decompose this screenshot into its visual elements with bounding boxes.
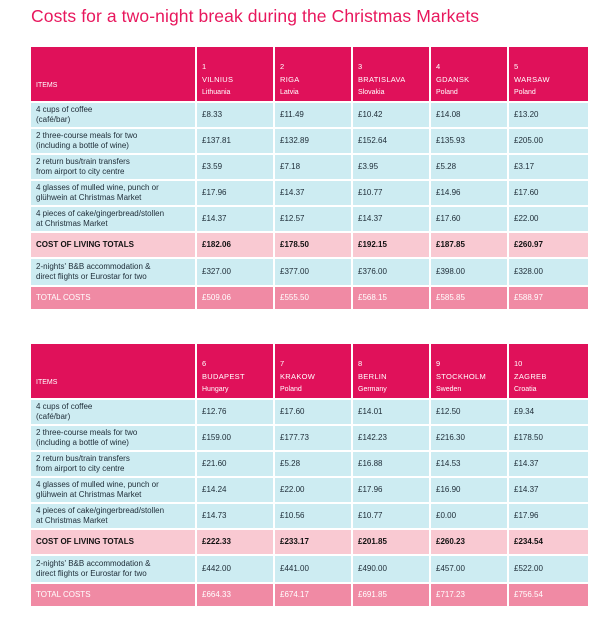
cost-value: £756.54 (509, 584, 588, 608)
cost-value: £16.90 (431, 478, 509, 504)
country-name: Poland (280, 386, 302, 393)
cost-value: £21.60 (197, 452, 275, 478)
country-name: Hungary (202, 386, 229, 393)
cost-value: £674.17 (275, 584, 353, 608)
item-label (31, 259, 197, 287)
country-name: Lithuania (202, 89, 231, 96)
cost-value: £12.76 (197, 400, 275, 426)
item-label-line: 2 three-course meals for two (36, 131, 138, 140)
city-name: VILNIUS (202, 75, 234, 84)
item-label (31, 181, 197, 207)
city-number: 7 (280, 359, 285, 368)
item-label-line: 2-nights' B&B accommodation & (36, 559, 151, 568)
cost-value: £14.37 (197, 207, 275, 233)
city-name: BRATISLAVA (358, 75, 406, 84)
item-label (31, 103, 197, 129)
total-costs-row (31, 287, 588, 311)
cost-value: £17.96 (197, 181, 275, 207)
item-label-line: direct flights or Eurostar for two (36, 569, 147, 578)
city-name: STOCKHOLM (436, 372, 487, 381)
cost-value: £187.85 (431, 233, 509, 259)
cost-value: £522.00 (509, 556, 588, 584)
city-header (275, 344, 353, 400)
cost-value: £178.50 (275, 233, 353, 259)
cost-value: £216.30 (431, 426, 509, 452)
item-label-line: 2-nights' B&B accommodation & (36, 262, 151, 271)
city-header (509, 47, 588, 103)
cost-value: £457.00 (431, 556, 509, 584)
cost-value: £555.50 (275, 287, 353, 311)
cost-value: £192.15 (353, 233, 431, 259)
cost-value: £10.56 (275, 504, 353, 530)
city-number: 10 (514, 359, 523, 368)
item-label-line: (café/bar) (36, 115, 71, 124)
item-label-line: from airport to city centre (36, 464, 125, 473)
cost-value: £205.00 (509, 129, 588, 155)
total-costs-row (31, 584, 588, 608)
cost-value: £17.96 (509, 504, 588, 530)
cost-value: £442.00 (197, 556, 275, 584)
city-header (353, 344, 431, 400)
cost-value: £398.00 (431, 259, 509, 287)
cost-table-2 (31, 344, 588, 608)
item-label (31, 400, 197, 426)
city-name: KRAKOW (280, 372, 316, 381)
city-header (431, 47, 509, 103)
cost-value: £8.33 (197, 103, 275, 129)
cost-value: £376.00 (353, 259, 431, 287)
cost-value: £377.00 (275, 259, 353, 287)
table-row (31, 452, 588, 478)
table-row (31, 426, 588, 452)
cost-value: £14.37 (509, 478, 588, 504)
cost-value: £14.08 (431, 103, 509, 129)
item-label: TOTAL COSTS (31, 287, 197, 311)
header-row (31, 344, 588, 400)
cost-value: £132.89 (275, 129, 353, 155)
cost-table-1 (31, 47, 588, 311)
city-header (431, 344, 509, 400)
city-name: RIGA (280, 75, 300, 84)
city-name: BERLIN (358, 372, 387, 381)
cost-value: £9.34 (509, 400, 588, 426)
cost-value: £201.85 (353, 530, 431, 556)
city-name: GDANSK (436, 75, 470, 84)
cost-value: £234.54 (509, 530, 588, 556)
city-number: 4 (436, 62, 441, 71)
city-number: 8 (358, 359, 363, 368)
cost-value: £177.73 (275, 426, 353, 452)
cost-value: £12.57 (275, 207, 353, 233)
cost-value: £588.97 (509, 287, 588, 311)
cost-value: £14.37 (353, 207, 431, 233)
city-header (509, 344, 588, 400)
cost-of-living-totals-row (31, 233, 588, 259)
city-header (197, 344, 275, 400)
item-label-line: 2 three-course meals for two (36, 428, 138, 437)
item-label-line: glühwein at Christmas Market (36, 490, 142, 499)
items-header: ITEMS (31, 344, 197, 400)
item-label-line: (including a bottle of wine) (36, 141, 129, 150)
table-row (31, 478, 588, 504)
cost-value: £5.28 (275, 452, 353, 478)
cost-value: £12.50 (431, 400, 509, 426)
cost-value: £182.06 (197, 233, 275, 259)
country-name: Latvia (280, 89, 299, 96)
item-label-line: 2 return bus/train transfers (36, 157, 130, 166)
cost-value: £664.33 (197, 584, 275, 608)
item-label-line: (including a bottle of wine) (36, 438, 129, 447)
city-number: 3 (358, 62, 363, 71)
table-row (31, 400, 588, 426)
cost-value: £509.06 (197, 287, 275, 311)
city-number: 5 (514, 62, 519, 71)
item-label-line: at Christmas Market (36, 219, 108, 228)
cost-value: £14.01 (353, 400, 431, 426)
country-name: Poland (436, 89, 458, 96)
item-label-line: 4 cups of coffee (36, 402, 93, 411)
cost-value: £13.20 (509, 103, 588, 129)
cost-value: £5.28 (431, 155, 509, 181)
table-row (31, 181, 588, 207)
cost-value: £10.42 (353, 103, 431, 129)
cost-of-living-totals-row (31, 530, 588, 556)
cost-value: £14.37 (275, 181, 353, 207)
city-number: 9 (436, 359, 441, 368)
country-name: Germany (358, 386, 387, 393)
item-label (31, 452, 197, 478)
cost-value: £260.97 (509, 233, 588, 259)
table-row (31, 207, 588, 233)
item-label (31, 504, 197, 530)
cost-value: £135.93 (431, 129, 509, 155)
cost-value: £10.77 (353, 504, 431, 530)
cost-value: £159.00 (197, 426, 275, 452)
country-name: Slovakia (358, 89, 385, 96)
cost-value: £14.96 (431, 181, 509, 207)
accommodation-row (31, 556, 588, 584)
cost-value: £14.73 (197, 504, 275, 530)
cost-value: £3.59 (197, 155, 275, 181)
item-label-line: 4 pieces of cake/gingerbread/stollen (36, 209, 165, 218)
cost-value: £14.24 (197, 478, 275, 504)
table-row (31, 129, 588, 155)
country-name: Croatia (514, 386, 537, 393)
table-row (31, 103, 588, 129)
cost-value: £14.53 (431, 452, 509, 478)
cost-value: £233.17 (275, 530, 353, 556)
city-number: 6 (202, 359, 207, 368)
items-header: ITEMS (31, 47, 197, 103)
accommodation-row (31, 259, 588, 287)
item-label-line: direct flights or Eurostar for two (36, 272, 147, 281)
cost-value: £17.60 (275, 400, 353, 426)
cost-value: £691.85 (353, 584, 431, 608)
city-header (197, 47, 275, 103)
cost-value: £17.60 (509, 181, 588, 207)
city-header (353, 47, 431, 103)
cost-value: £17.60 (431, 207, 509, 233)
item-label-line: 4 cups of coffee (36, 105, 93, 114)
item-label (31, 155, 197, 181)
country-name: Poland (514, 89, 536, 96)
cost-value: £142.23 (353, 426, 431, 452)
cost-value: £11.49 (275, 103, 353, 129)
item-label-line: 4 glasses of mulled wine, punch or (36, 183, 159, 192)
item-label-line: (café/bar) (36, 412, 71, 421)
cost-value: £568.15 (353, 287, 431, 311)
cost-value: £327.00 (197, 259, 275, 287)
cost-value: £10.77 (353, 181, 431, 207)
cost-value: £152.64 (353, 129, 431, 155)
table-row (31, 155, 588, 181)
cost-value: £17.96 (353, 478, 431, 504)
item-label: COST OF LIVING TOTALS (31, 233, 197, 259)
city-header (275, 47, 353, 103)
cost-value: £137.81 (197, 129, 275, 155)
city-name: ZAGREB (514, 372, 547, 381)
city-number: 2 (280, 62, 285, 71)
header-row (31, 47, 588, 103)
item-label (31, 207, 197, 233)
item-label-line: glühwein at Christmas Market (36, 193, 142, 202)
page-title: Costs for a two-night break during the Christmas Markets (31, 6, 480, 26)
cost-value: £328.00 (509, 259, 588, 287)
cost-value: £3.95 (353, 155, 431, 181)
city-name: WARSAW (514, 75, 550, 84)
cost-value: £14.37 (509, 452, 588, 478)
cost-value: £7.18 (275, 155, 353, 181)
item-label (31, 556, 197, 584)
cost-value: £490.00 (353, 556, 431, 584)
cost-value: £585.85 (431, 287, 509, 311)
cost-value: £0.00 (431, 504, 509, 530)
item-label-line: 2 return bus/train transfers (36, 454, 130, 463)
item-label-line: 4 pieces of cake/gingerbread/stollen (36, 506, 165, 515)
item-label (31, 478, 197, 504)
cost-value: £441.00 (275, 556, 353, 584)
cost-value: £178.50 (509, 426, 588, 452)
cost-value: £717.23 (431, 584, 509, 608)
item-label-line: at Christmas Market (36, 516, 108, 525)
item-label: COST OF LIVING TOTALS (31, 530, 197, 556)
item-label: TOTAL COSTS (31, 584, 197, 608)
item-label (31, 129, 197, 155)
city-number: 1 (202, 62, 207, 71)
cost-value: £22.00 (275, 478, 353, 504)
cost-value: £3.17 (509, 155, 588, 181)
cost-value: £222.33 (197, 530, 275, 556)
item-label-line: from airport to city centre (36, 167, 125, 176)
city-name: BUDAPEST (202, 372, 245, 381)
cost-value: £22.00 (509, 207, 588, 233)
table-row (31, 504, 588, 530)
item-label-line: 4 glasses of mulled wine, punch or (36, 480, 159, 489)
item-label (31, 426, 197, 452)
country-name: Sweden (436, 386, 462, 393)
cost-value: £260.23 (431, 530, 509, 556)
cost-value: £16.88 (353, 452, 431, 478)
